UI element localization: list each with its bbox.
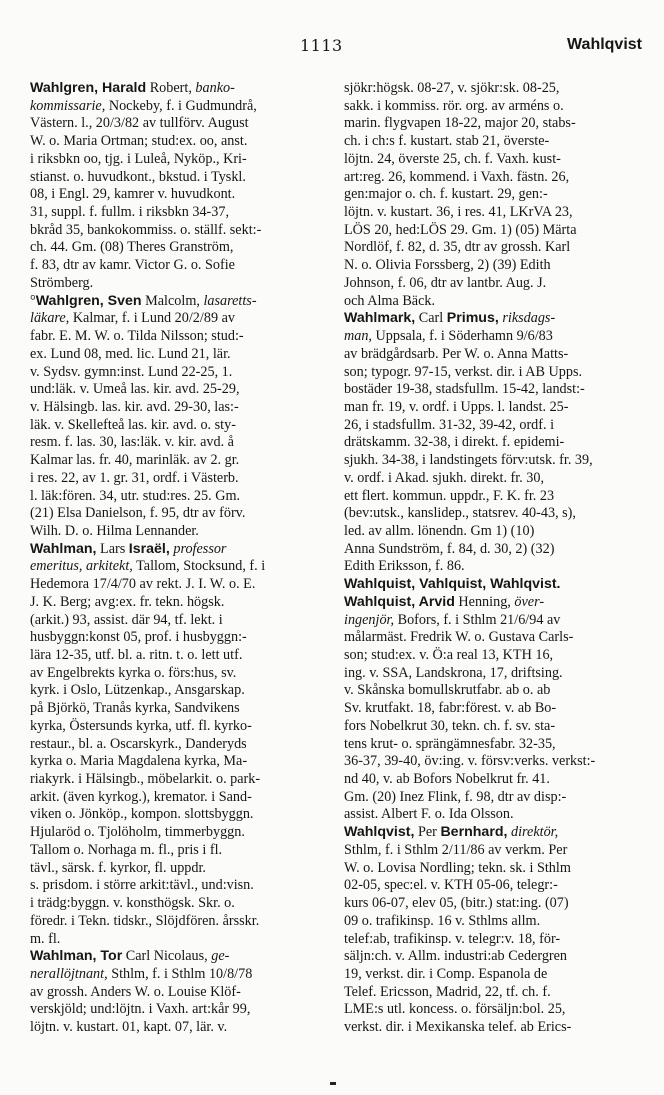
- text-line: [30, 115, 330, 133]
- text-line: [30, 931, 330, 949]
- text-line: [344, 1019, 648, 1037]
- entry-title-italic: man,: [344, 328, 372, 345]
- entry-title-italic: nerallöjtnant,: [30, 965, 108, 982]
- entry-text: tens krut- o. sprängämnesfabr. 32-35,: [344, 735, 556, 752]
- entry-text: (bev:utsk., kanslidep., statsrev. 40-43, s),: [344, 505, 576, 522]
- entry-text: Tallom, Stocksund, f. i: [132, 558, 266, 575]
- entry-text: l. läk:fören. 34, utr. stud:res. 25. Gm.: [30, 487, 241, 504]
- entry-headword: Wahlqvist,: [344, 824, 415, 841]
- page-header: [0, 36, 664, 60]
- entry-text: Hjularöd o. Tjolöholm, timmerbyggn.: [30, 824, 245, 841]
- entry-text: Edith Eriksson, f. 86.: [344, 558, 465, 575]
- entry-text: LÖS 20, hed:LÖS 29. Gm. 1) (05) Märta: [344, 221, 577, 238]
- entry-text: av grossh. Anders W. o. Louise Klöf-: [30, 983, 241, 1000]
- entry-text: Kalmar, f. i Lund 20/2/89 av: [69, 310, 235, 327]
- entry-text: sakk. i kommiss. rör. org. av arméns o.: [344, 97, 564, 114]
- text-line: [344, 789, 648, 807]
- entry-text: Uppsala, f. i Söderhamn 9/6/83: [371, 328, 553, 345]
- entry-text: son; stud:ex. v. Ö:a real 13, KTH 16,: [344, 647, 554, 663]
- text-line: [30, 204, 330, 222]
- text-line: [344, 913, 648, 931]
- entry-text: bostäder 19-38, stadsfullm. 15-42, landst:-: [344, 381, 585, 398]
- entry-text: ett flert. kommun. uppdr., F. K. fr. 23: [344, 487, 555, 504]
- text-line: [344, 417, 648, 435]
- text-line: [30, 381, 330, 399]
- text-line: [344, 399, 648, 417]
- entry-text: av Engelbrekts kyrka o. förs:hus, sv.: [30, 664, 237, 681]
- entry-text: ex. Lund 08, med. lic. Lund 21, lär.: [30, 345, 231, 362]
- entry-text: stianst. o. huvudkont., bkstud. i Tyskl.: [30, 168, 246, 185]
- text-line: [30, 452, 330, 470]
- text-line: [30, 806, 330, 824]
- entry-text: kurs 06-07, elev 05, (bitr.) stat:ing. (07): [344, 895, 569, 912]
- text-line: [30, 488, 330, 506]
- entry-text: lära 12-35, utf. bl. a. ritn. t. o. lett utf.: [30, 647, 243, 663]
- text-line: [344, 169, 648, 187]
- text-line: [344, 80, 648, 98]
- text-line: [344, 239, 648, 257]
- entry-text: und:läk. v. Umeå las. kir. avd. 25-29,: [30, 381, 240, 398]
- entry-text: kyrka, Östersunds kyrka, utf. fl. kyrko-: [30, 717, 252, 734]
- text-line: [30, 169, 330, 187]
- entry-text: och Alma Bäck.: [344, 292, 436, 309]
- entry-text: 08, i Engl. 29, kamrer v. huvudkont.: [30, 186, 236, 203]
- entry-headword: Wahlgren, Harald: [30, 80, 147, 96]
- entry-text: 09 o. trafikinsp. 16 v. Sthlms allm.: [344, 912, 541, 929]
- text-line: [30, 133, 330, 151]
- text-line: [30, 629, 330, 647]
- text-line: [30, 913, 330, 931]
- running-head: Wahlqvist: [567, 36, 642, 53]
- entry-text: °: [30, 292, 36, 309]
- text-line: [344, 806, 648, 824]
- text-line: [344, 151, 648, 169]
- text-line: [30, 877, 330, 895]
- entry-text: led. av allm. lönendn. Gm 1) (10): [344, 522, 535, 539]
- entry-headword: Bernhard,: [440, 824, 508, 841]
- entry-text: Lars: [96, 540, 129, 557]
- entry-text: arkit. (även kyrkog.), kremator. i Sand-: [30, 788, 252, 805]
- text-line: [344, 310, 648, 328]
- text-line: [344, 115, 648, 133]
- entry-text: m. fl.: [30, 930, 61, 947]
- entry-text: 19, verkst. dir. i Comp. Espanola de: [344, 965, 548, 982]
- text-line: [30, 789, 330, 807]
- entry-text: marin. flygvapen 18-22, major 20, stabs-: [344, 115, 576, 132]
- text-line: [344, 434, 648, 452]
- entry-text: Strömberg.: [30, 274, 94, 291]
- entry-text: v. Skånska bomullskrutfabr. ab o. ab: [344, 682, 551, 699]
- text-line: [344, 931, 648, 949]
- entry-text: 02-05, spec:el. v. KTH 05-06, telegr:-: [344, 877, 558, 894]
- entry-text: Tallom o. Norhaga m. fl., pris i fl.: [30, 841, 223, 858]
- text-line: [30, 293, 330, 311]
- text-line: [30, 399, 330, 417]
- entry-text: läk. v. Skellefteå las. kir. avd. o. sty-: [30, 416, 236, 433]
- entry-title-italic: emeritus, arkitekt,: [30, 558, 133, 575]
- text-line: [30, 239, 330, 257]
- entry-text: bkråd 35, bankokommiss. o. ställf. sekt:-: [30, 221, 262, 238]
- text-line: [344, 576, 648, 594]
- text-line: [344, 328, 648, 346]
- text-line: [344, 505, 648, 523]
- entry-title-italic: direktör,: [511, 824, 559, 841]
- text-line: [30, 80, 330, 98]
- text-line: [30, 434, 330, 452]
- text-line: [30, 541, 330, 559]
- entry-text: Henning,: [454, 593, 515, 610]
- entry-headword: Israël,: [128, 540, 170, 557]
- page-number: 1113: [300, 36, 343, 55]
- text-line: [344, 966, 648, 984]
- text-line: [30, 364, 330, 382]
- entry-headword: Wahlgren, Sven: [35, 292, 142, 309]
- text-line: [30, 310, 330, 328]
- entry-text: assist. Albert F. o. Ida Olsson.: [344, 806, 514, 823]
- text-line: [30, 1001, 330, 1019]
- entry-text: tävl., särsk. f. kyrkor, fl. uppdr.: [30, 859, 206, 876]
- entry-text: 31, suppl. f. fullm. i riksbkn 34-37,: [30, 204, 230, 221]
- text-line: [344, 895, 648, 913]
- text-line: [30, 417, 330, 435]
- text-line: [30, 186, 330, 204]
- text-line: [30, 275, 330, 293]
- text-line: [30, 558, 330, 576]
- text-line: [344, 1001, 648, 1019]
- entry-text: Carl: [415, 310, 447, 327]
- entry-text: säljn:ch. v. Allm. industri:ab Cedergren: [344, 948, 568, 965]
- text-line: [30, 222, 330, 240]
- entry-text: föredr. i Tekn. tidskr., Slöjdfören. årsskr.: [30, 912, 260, 929]
- entry-text: Bofors, f. i Sthlm 21/6/94 av: [394, 611, 561, 628]
- entry-title-italic: riksdags-: [502, 310, 556, 327]
- entry-text: W. o. Lovisa Nordling; tekn. sk. i Sthlm: [344, 859, 571, 876]
- entry-text: f. 83, dtr av kamr. Victor G. o. Sofie: [30, 257, 235, 274]
- text-line: [344, 452, 648, 470]
- entry-text: Robert,: [146, 80, 196, 96]
- entry-text: verskjöld; und:löjtn. i Vaxh. art:kår 99,: [30, 1001, 251, 1018]
- entry-text: Wilh. D. o. Hilma Lennander.: [30, 522, 199, 539]
- text-line: [344, 877, 648, 895]
- text-line: [344, 753, 648, 771]
- entry-text: viken o. Jönköp., kompon. slottsbyggn.: [30, 806, 254, 823]
- entry-text: drätskamm. 32-38, i direkt. f. epidemi-: [344, 434, 565, 451]
- entry-text: kyrk. i Oslo, Lützenkap., Ansgarskap.: [30, 682, 245, 699]
- text-line: [344, 275, 648, 293]
- entry-text: sjökr:högsk. 08-27, v. sjökr:sk. 08-25,: [344, 80, 560, 96]
- entry-text: sjukh. 34-38, i landstingets förv:utsk. fr. 39,: [344, 452, 593, 469]
- text-line: [344, 558, 648, 576]
- text-line: [30, 753, 330, 771]
- text-line: [344, 133, 648, 151]
- entry-text: löjtn. v. kustart. 01, kapt. 07, lär. v.: [30, 1019, 228, 1036]
- text-line: [30, 1019, 330, 1037]
- entry-text: Nockeby, f. i Gudmundrå,: [105, 97, 257, 114]
- entry-text: Hedemora 17/4/70 av rekt. J. I. W. o. E.: [30, 576, 256, 593]
- entry-text: man fr. 19, v. ordf. i Upps. l. landst. 25-: [344, 398, 569, 415]
- text-line: [30, 505, 330, 523]
- text-line: [344, 293, 648, 311]
- text-line: [30, 594, 330, 612]
- entry-title-italic: professor: [173, 540, 227, 557]
- entry-text: ch. i ch:s f. kustart. stab 21, överste-: [344, 133, 550, 150]
- entry-text: Sthlm, f. i Sthlm 2/11/86 av verkm. Per: [344, 841, 568, 858]
- entry-headword: Wahlmark,: [344, 310, 416, 327]
- text-line: [344, 824, 648, 842]
- entry-text: nd 40, v. ab Bofors Nobelkrut fr. 41.: [344, 771, 550, 788]
- entry-text: N. o. Olivia Forssberg, 2) (39) Edith: [344, 257, 551, 274]
- entry-text: Per: [414, 824, 441, 841]
- text-line: [30, 470, 330, 488]
- entry-text: (arkit.) 93, assist. där 94, tf. lekt. i: [30, 611, 223, 628]
- text-line: [344, 346, 648, 364]
- text-line: [30, 948, 330, 966]
- entry-text: verkst. dir. i Mexikanska telef. ab Erics-: [344, 1019, 572, 1036]
- text-line: [344, 984, 648, 1002]
- right-column: [344, 80, 648, 1037]
- entry-text: ch. 44. Gm. (08) Theres Granström,: [30, 239, 234, 256]
- entry-text: riakyrk. i Hälsingb., möbelarkit. o. park-: [30, 771, 261, 788]
- text-line: [344, 204, 648, 222]
- entry-text: fors Nobelkrut 30, tekn. ch. f. sv. sta-: [344, 717, 556, 734]
- text-line: [344, 860, 648, 878]
- text-line: [344, 842, 648, 860]
- entry-text: (21) Elsa Danielson, f. 95, dtr av förv.: [30, 505, 246, 522]
- entry-text: av brädgårdsarb. Per W. o. Anna Matts-: [344, 345, 569, 362]
- entry-text: son; typogr. 97-15, verkst. dir. i AB Upps.: [344, 363, 583, 380]
- entry-text: telef:ab, trafikinsp. v. telegr:v. 18, för-: [344, 930, 561, 947]
- entry-text: löjtn. 24, överste 25, ch. f. Vaxh. kust-: [344, 150, 561, 167]
- entry-text: Kalmar las. fr. 40, marinläk. av 2. gr.: [30, 452, 240, 469]
- text-line: [30, 98, 330, 116]
- text-line: [344, 647, 648, 665]
- entry-text: s. prisdom. i större arkit:tävl., und:visn.: [30, 877, 254, 894]
- text-line: [344, 98, 648, 116]
- entry-text: målarmäst. Fredrik W. o. Gustava Carls-: [344, 629, 574, 646]
- text-line: [30, 860, 330, 878]
- text-line: [30, 842, 330, 860]
- text-line: [344, 523, 648, 541]
- entry-title-italic: lasaretts-: [203, 292, 257, 309]
- entry-text: fabr. E. M. W. o. Tilda Nilsson; stud:-: [30, 328, 244, 345]
- entry-headword: Wahlman, Tor: [30, 948, 123, 965]
- text-line: [30, 346, 330, 364]
- text-line: [30, 665, 330, 683]
- entry-text: art:reg. 26, kommend. i Vaxh. fästn. 26,: [344, 168, 570, 185]
- entry-text: Anna Sundström, f. 84, d. 30, 2) (32): [344, 540, 555, 557]
- text-line: [344, 718, 648, 736]
- entry-headword: Wahlquist, Vahlquist, Wahlqvist.: [344, 576, 561, 593]
- text-line: [344, 682, 648, 700]
- text-line: [30, 718, 330, 736]
- text-line: [344, 470, 648, 488]
- entry-text: Malcolm,: [141, 292, 204, 309]
- text-line: [344, 364, 648, 382]
- text-line: [30, 824, 330, 842]
- entry-text: v. Sydsv. gymn:inst. Lund 22-25, 1.: [30, 363, 233, 380]
- entry-text: J. K. Berg; avg:ex. fr. tekn. högsk.: [30, 593, 225, 610]
- text-line: [344, 222, 648, 240]
- text-line: [344, 186, 648, 204]
- text-line: [30, 966, 330, 984]
- entry-text: i trädg:byggn. v. konsthögsk. Skr. o.: [30, 895, 235, 912]
- entry-text: ing. v. SSA, Landskrona, 17, driftsing.: [344, 664, 563, 681]
- text-line: [344, 257, 648, 275]
- entry-text: i riksbkn oo, tjg. i Luleå, Nyköp., Kri-: [30, 150, 247, 167]
- entry-text: i res. 22, av 1. gr. 31, ordf. i Västerb.: [30, 469, 239, 486]
- text-line: [30, 771, 330, 789]
- text-line: [30, 895, 330, 913]
- text-line: [30, 612, 330, 630]
- text-line: [344, 771, 648, 789]
- entry-text: Johnson, f. 06, dtr av lantbr. Aug. J.: [344, 274, 547, 291]
- entry-text: löjtn. v. kustart. 36, i res. 41, LKrVA 23,: [344, 204, 573, 221]
- entry-text: W. o. Maria Ortman; stud:ex. oo, anst.: [30, 133, 248, 150]
- entry-text: husbyggn:konst 05, prof. i husbyggn:-: [30, 629, 247, 646]
- text-line: [344, 700, 648, 718]
- entry-headword: Wahlquist, Arvid: [344, 593, 455, 610]
- entry-text: resm. f. las. 30, las:läk. v. kir. avd. å: [30, 434, 234, 451]
- footer-mark: [330, 1082, 336, 1085]
- entry-text: Telef. Ericsson, Madrid, 22, tf. ch. f.: [344, 983, 551, 1000]
- text-line: [30, 523, 330, 541]
- entry-text: Sthlm, f. i Sthlm 10/8/78: [107, 965, 253, 982]
- text-line: [344, 594, 648, 612]
- text-line: [30, 682, 330, 700]
- text-line: [344, 629, 648, 647]
- entry-text: Carl Nicolaus,: [122, 948, 212, 965]
- entry-title-italic: ingenjör,: [344, 611, 395, 628]
- text-line: [30, 151, 330, 169]
- entry-text: kyrka o. Maria Magdalena kyrka, Ma-: [30, 753, 248, 770]
- entry-text: 36-37, 39-40, öv:ing. v. försv:verks. verkst:-: [344, 753, 596, 770]
- text-line: [30, 984, 330, 1002]
- left-column: [30, 80, 330, 1037]
- text-line: [344, 488, 648, 506]
- text-line: [30, 257, 330, 275]
- entry-text: på Björkö, Tranås kyrka, Sandvikens: [30, 700, 240, 717]
- entry-text: v. Hälsingb. las. kir. avd. 29-30, las:-: [30, 398, 239, 415]
- text-line: [30, 647, 330, 665]
- text-line: [30, 700, 330, 718]
- entry-headword: Primus,: [446, 310, 499, 327]
- entry-text: Västern. l., 20/3/82 av tullförv. August: [30, 115, 249, 132]
- entry-title-italic: ge-: [211, 948, 230, 965]
- text-line: [344, 541, 648, 559]
- text-line: [344, 381, 648, 399]
- text-line: [344, 948, 648, 966]
- entry-title-italic: över-: [514, 593, 545, 610]
- text-line: [344, 736, 648, 754]
- entry-text: Nordlöf, f. 82, d. 35, dtr av grossh. Karl: [344, 239, 571, 256]
- entry-headword: Wahlman,: [30, 540, 97, 557]
- entry-text: gen:major o. ch. f. kustart. 29, gen:-: [344, 186, 548, 203]
- entry-text: 26, i stadsfullm. 31-32, 39-42, ordf. i: [344, 416, 555, 433]
- text-line: [30, 576, 330, 594]
- entry-text: restaur., bl. a. Oscarskyrk., Danderyds: [30, 735, 247, 752]
- text-line: [30, 736, 330, 754]
- entry-title-italic: banko-: [195, 80, 235, 96]
- text-line: [30, 328, 330, 346]
- entry-title-italic: läkare,: [30, 310, 70, 327]
- entry-title-italic: kommissarie,: [30, 97, 106, 114]
- entry-text: v. ordf. i Akad. sjukh. direkt. fr. 30,: [344, 469, 545, 486]
- text-line: [344, 665, 648, 683]
- entry-text: LME:s utl. koncess. o. försäljn:bol. 25,: [344, 1001, 566, 1018]
- entry-text: Gm. (20) Inez Flink, f. 98, dtr av disp:-: [344, 788, 567, 805]
- text-line: [344, 612, 648, 630]
- entry-text: Sv. krutfakt. 18, fabr:förest. v. ab Bo-: [344, 700, 557, 717]
